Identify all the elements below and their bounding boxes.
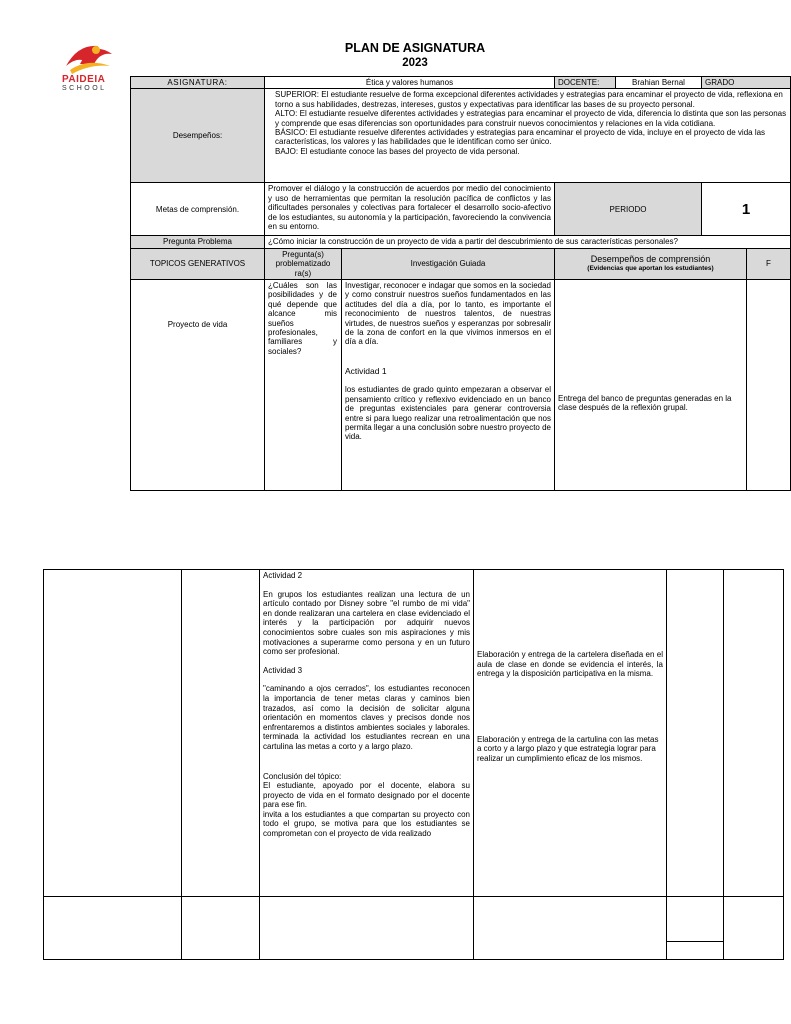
evidencia1-cell: Entrega del banco de preguntas generadas en la clase después de la reflexión grupal. xyxy=(555,280,747,491)
docente-label: DOCENTE: xyxy=(555,77,616,89)
logo-emblem-icon xyxy=(58,36,118,76)
grado-label: GRADO xyxy=(702,77,791,89)
f-cell-1 xyxy=(747,280,791,491)
actividad1-title: Actividad 1 xyxy=(345,365,387,376)
col-header-desempenos xyxy=(555,248,747,279)
actividad3-text: "caminando a ojos cerrados", los estudiantes reconocen la importancia de tener metas claras y caminos bien trazados, así como la decisión de solicitar alguna orientación en momentos claves y precisos donde nos enfrentaremos a distintos ambientes sociales y laborales. terminada la actividad los estudiantes recrean en una cartulina las metas a corto y a largo plazo. xyxy=(263,684,470,751)
empty-cell-c xyxy=(667,570,724,897)
investigacion-intro: Investigar, reconocer e indagar que somos en la sociedad y como construir nuestros sueños fundamentados en las actitudes del día a día, por lo tanto, es importante el reconocimiento de nuestros talentos, de nuestras virtudes, de nuestros sueños y esperanzas por sobresalir de la zona de confort en la que vivimos inmersos en el día a día. xyxy=(345,281,551,347)
desempenos-label: Desempeños: xyxy=(131,89,265,183)
topico-cell: Proyecto de vida xyxy=(131,280,265,491)
pregunta-cell: ¿Cuáles son las posibilidades y de qué depende que alcance mis sueños profesionales, familiares y sociales? xyxy=(265,280,342,491)
document-year: 2023 xyxy=(402,57,428,69)
logo-name: PAIDEIA xyxy=(62,74,106,85)
metas-text: Promover el diálogo y la construcción de acuerdos por medio del conocimiento y uso de herramientas que permitan la resolución pacífica de conflictos y las dificultades personales y colectivas para fortalecer el desarrollo socio-afectivo de los estudiantes, su autonomía y la participación, favoreciendo la convivencia en su entorno. xyxy=(265,183,555,236)
actividad1-text: los estudiantes de grado quinto empezaran a observar el pensamiento crítico y reflexivo evidenciado en un banco de preguntas existenciales para generar controversia entre si para luego realizar una retroalimentación que nos permita llegar a una conclusión sobre nuestro proyecto de vida. xyxy=(345,385,551,442)
pregunta-problema-label: Pregunta Problema xyxy=(131,236,265,248)
metas-label: Metas de comprensión. xyxy=(131,183,265,236)
docente-value: Brahian Bernal xyxy=(616,77,702,89)
empty-cell-f xyxy=(182,897,260,960)
col-header-preguntas: Pregunta(s) problematizado ra(s) xyxy=(265,248,342,279)
actividad2-text: En grupos los estudiantes realizan una lectura de un artículo contado por Disney sobre "el rumbo de mi vida" en donde realizaran una cartelera en clase evidenciado el interés y la participación por adquirir nuevos conocimientos sobre cuales son mis aspiraciones y mis motivaciones a superarme como persona y en un futuro como ser profesional. xyxy=(263,589,470,657)
empty-cell-d xyxy=(724,570,784,897)
empty-cell-i xyxy=(667,897,724,960)
col-header-desempenos-sub: (Evidencias que aportan los estudiantes) xyxy=(587,264,714,272)
actividades-cell xyxy=(260,570,474,897)
col-header-f: F xyxy=(747,248,791,279)
empty-cell-e xyxy=(44,897,182,960)
evidencia3: Elaboración y entrega de la cartulina con las metas a corto y a largo plazo y que estrategia lograr para realizar un cumplimiento eficaz de los mismos. xyxy=(477,734,659,763)
asignatura-value: Ética y valores humanos xyxy=(265,77,555,89)
col-header-desempenos-title: Desempeños de comprensión xyxy=(590,253,711,264)
conclusion-title: Conclusión del tópico: xyxy=(263,771,342,781)
evidencia2: Elaboración y entrega de la cartelera diseñada en el aula de clase en donde se evidencia el interés, la entrega y la disposición participativa en la misma. xyxy=(477,650,663,679)
desempenos-text: SUPERIOR: El estudiante resuelve de forma excepcional diferentes actividades y estrategias para encaminar el proyecto de vida, reflexiona en torno a sus habilidades, destrezas, intereses, gustos y expectativas para identificar las bases de su proyecto personal. ALTO: El estudiante resuelve diferentes actividades y estrategias para encaminar el proyecto de vida, diferencia lo distinta que son las personas y comprende que esas diferencias son oportunidades para construir nuevos conocimientos y relaciones en la vida cotidiana. BÁSICO: El estudiante resuelve diferentes actividades y estrategias para encaminar el proyecto de vida, incluye en el proyecto de vida las características, los valores y las habilidades que le identifican como ser único. BAJO: El estudiante conoce las bases del proyecto de vida personal. xyxy=(265,89,791,183)
plan-table xyxy=(130,76,791,491)
actividad3-title: Actividad 3 xyxy=(263,665,303,675)
logo-subname: SCHOOL xyxy=(62,85,107,92)
empty-cell-g xyxy=(260,897,474,960)
periodo-value: 1 xyxy=(702,183,791,236)
col-header-topicos: TOPICOS GENERATIVOS xyxy=(131,248,265,279)
empty-cell-j xyxy=(724,897,784,960)
empty-cell-b xyxy=(182,570,260,897)
col-header-investigacion: Investigación Guiada xyxy=(342,248,555,279)
plan-table-continued xyxy=(43,569,784,960)
document-title: PLAN DE ASIGNATURA xyxy=(344,41,486,55)
conclusion-text: El estudiante, apoyado por el docente, elabora su proyecto de vida en el formato designado por el docente para ese fin. invita a los estudiantes a que compartan su proyecto con todo el grupo, se motiva para que los estudiantes se comprometan con el proyecto de vida realizado xyxy=(263,781,470,839)
empty-cell-h xyxy=(474,897,667,960)
pregunta-problema-value: ¿Cómo iniciar la construcción de un proyecto de vida a partir del descubrimiento de sus características personales? xyxy=(265,236,791,248)
school-logo xyxy=(58,36,118,98)
empty-cell-a xyxy=(44,570,182,897)
investigacion-cell xyxy=(342,280,555,491)
evidencias-cell xyxy=(474,570,667,897)
asignatura-label: ASIGNATURA: xyxy=(131,77,265,89)
periodo-label: PERIODO xyxy=(555,183,702,236)
actividad2-title: Actividad 2 xyxy=(263,571,303,580)
